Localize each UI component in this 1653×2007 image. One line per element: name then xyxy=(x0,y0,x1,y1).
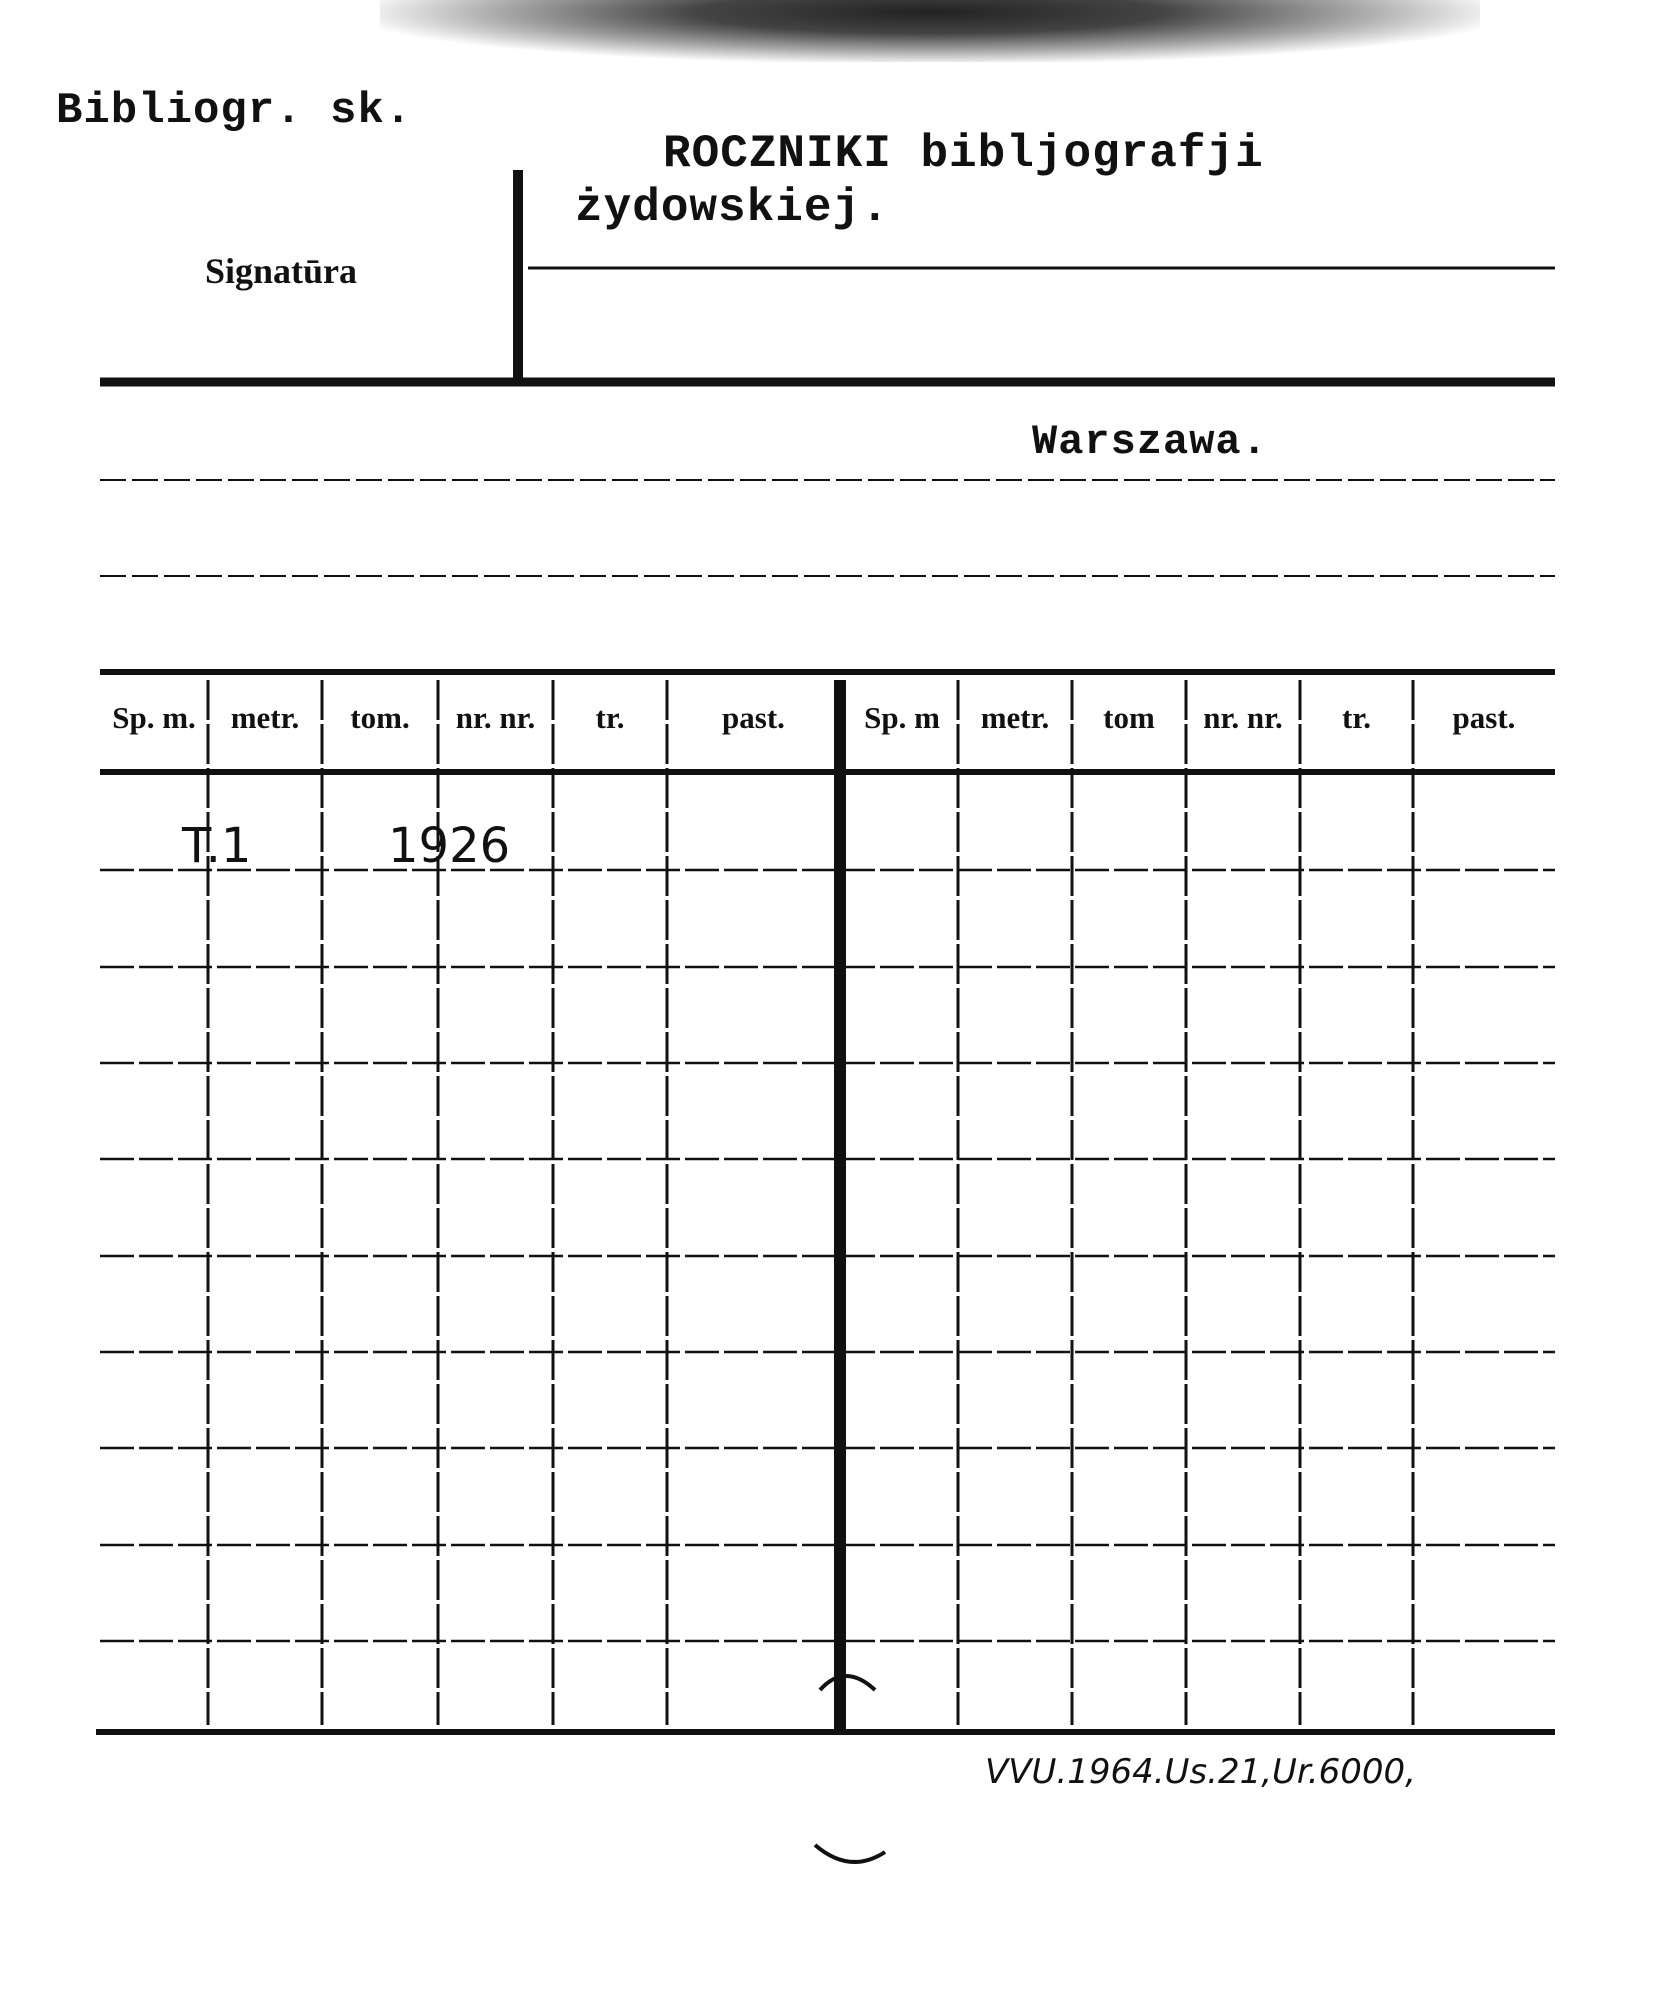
title-line-2: żydowskiej. xyxy=(575,182,890,234)
header-metr-left: metr. xyxy=(230,700,300,735)
signatura-label: Signatūra xyxy=(205,251,358,291)
header-past-right: past. xyxy=(1452,700,1516,735)
handwritten-shelfmark: VVU.1964.Us.21,Ur.6000, xyxy=(985,1752,1416,1792)
header-tr-left: tr. xyxy=(595,700,625,735)
table-cell-year: 1926 xyxy=(388,818,511,874)
title-line-1: ROCZNIKI bibljografji xyxy=(663,128,1264,180)
header-nr-right: nr. nr. xyxy=(1203,700,1283,735)
header-nr-left: nr. nr. xyxy=(455,700,536,735)
place-of-publication: Warszawa. xyxy=(1032,418,1268,466)
header-tom-left: tom. xyxy=(350,700,410,735)
header-tr-right: tr. xyxy=(1342,700,1371,735)
punch-curl xyxy=(815,1845,885,1862)
punch-curl-top xyxy=(820,1676,875,1690)
table-row-lines xyxy=(100,870,1555,1641)
category-label: Bibliogr. sk. xyxy=(56,86,413,136)
header-sp-m-right: Sp. m xyxy=(864,700,940,735)
table-cell-volume: T.1 xyxy=(182,818,252,874)
header-tom-right: tom xyxy=(1103,700,1155,735)
header-past-left: past. xyxy=(722,700,785,735)
header-sp-m-left: Sp. m. xyxy=(112,700,196,735)
header-metr-right: metr. xyxy=(980,700,1050,735)
